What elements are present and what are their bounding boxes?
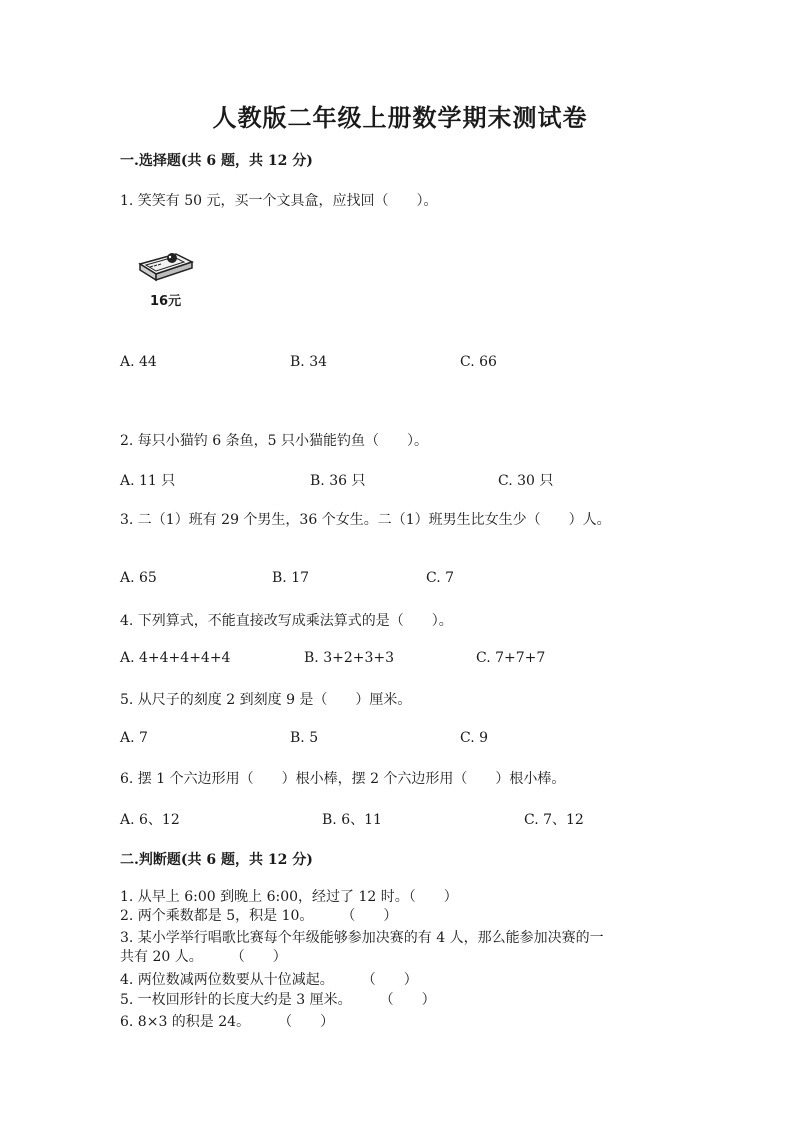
- judge-item-1: 1. 从早上 6:00 到晚上 6:00，经过了 12 时。（ ）: [120, 889, 458, 905]
- q3-option-a: A. 65: [120, 570, 157, 586]
- judge-item-2: 2. 两个乘数都是 5，积是 10。 （ ）: [120, 908, 398, 924]
- question-5: 5. 从尺子的刻度 2 到刻度 9 是（ ）厘米。: [120, 692, 412, 708]
- q5-option-a: A. 7: [120, 730, 148, 746]
- q4-option-c: C. 7+7+7: [476, 650, 546, 666]
- q5-option-c: C. 9: [460, 730, 489, 746]
- q3-option-b: B. 17: [272, 570, 310, 586]
- q6-option-c: C. 7、12: [524, 812, 584, 828]
- judge-item-6: 6. 8×3 的积是 24。 （ ）: [120, 1014, 335, 1030]
- judge-item-4: 4. 两位数减两位数要从十位减起。 （ ）: [120, 972, 418, 988]
- section-heading-choice: 一.选择题(共 6 题，共 12 分): [120, 153, 313, 169]
- page-title: 人教版二年级上册数学期末测试卷: [212, 103, 588, 132]
- q1-option-b: B. 34: [290, 354, 328, 370]
- q3-option-c: C. 7: [426, 570, 455, 586]
- question-4: 4. 下列算式，不能直接改写成乘法算式的是（ ）。: [120, 613, 453, 629]
- q5-option-b: B. 5: [290, 730, 319, 746]
- q6-option-a: A. 6、12: [120, 812, 180, 828]
- judge-item-5: 5. 一枚回形针的长度大约是 3 厘米。 （ ）: [120, 992, 436, 1008]
- question-3: 3. 二（1）班有 29 个男生，36 个女生。二（1）班男生比女生少（ ）人。: [120, 512, 611, 528]
- q2-option-a: A. 11 只: [120, 473, 176, 489]
- judge-item-3-cont: 共有 20 人。 （ ）: [120, 949, 287, 965]
- question-1: 1. 笑笑有 50 元，买一个文具盒，应找回（ ）。: [120, 193, 438, 209]
- q1-option-c: C. 66: [460, 354, 497, 370]
- section-heading-judge: 二.判断题(共 6 题，共 12 分): [120, 852, 313, 868]
- q6-option-b: B. 6、11: [322, 812, 382, 828]
- question-2: 2. 每只小猫钓 6 条鱼，5 只小猫能钓鱼（ ）。: [120, 433, 428, 449]
- q2-option-c: C. 30 只: [498, 473, 554, 489]
- q1-option-a: A. 44: [120, 354, 157, 370]
- pencil-box-icon: [136, 246, 196, 288]
- price-label: 16元: [150, 294, 182, 309]
- question-6: 6. 摆 1 个六边形用（ ）根小棒，摆 2 个六边形用（ ）根小棒。: [120, 771, 566, 787]
- q4-option-a: A. 4+4+4+4+4: [120, 650, 231, 666]
- q2-option-b: B. 36 只: [310, 473, 366, 489]
- judge-item-3: 3. 某小学举行唱歌比赛每个年级能够参加决赛的有 4 人，那么能参加决赛的一: [120, 930, 604, 946]
- pencil-box-image: [136, 246, 196, 310]
- q4-option-b: B. 3+2+3+3: [304, 650, 395, 666]
